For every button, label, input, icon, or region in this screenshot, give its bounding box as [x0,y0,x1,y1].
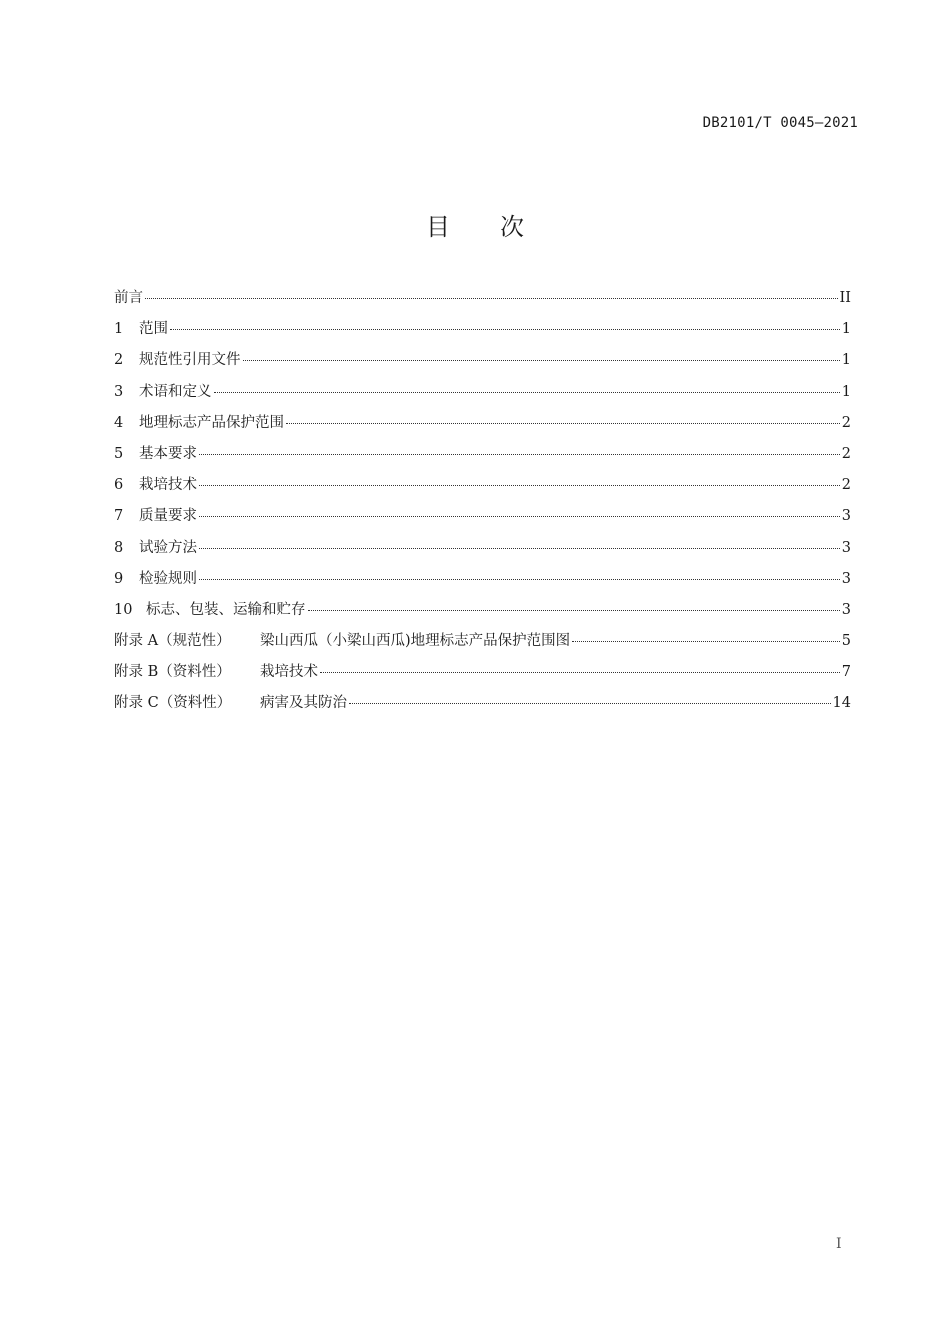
toc-entry-9[interactable] [114,567,851,598]
toc-annex-prefix: 附录 A（规范性） [114,633,231,650]
toc-page-number: 14 [832,695,851,712]
toc-leader-dots [199,454,840,455]
toc-entry-1[interactable] [114,317,851,348]
toc-entry-number: 1 [114,321,124,338]
toc-entry-2[interactable] [114,348,851,379]
toc-page-number: 3 [841,601,851,618]
toc-entry-label: 地理标志产品保护范围 [139,414,284,431]
toc-page-number: 5 [841,633,851,650]
toc-entry-label: 标志、包装、运输和贮存 [146,601,306,618]
toc-entry-annex-c[interactable] [114,691,851,722]
toc-page-number: 1 [841,321,851,338]
toc-entry-label: 栽培技术 [139,477,197,494]
title-char-1: 目 [426,213,450,241]
toc-entry-label: 基本要求 [139,445,197,462]
table-of-contents [114,286,851,723]
toc-annex-prefix: 附录 B（资料性） [114,664,231,681]
toc-page-number: 3 [841,570,851,587]
toc-entry-label: 前言 [114,290,143,306]
toc-page-number: 1 [841,352,851,369]
toc-entry-number: 6 [114,477,124,494]
title-char-2: 次 [500,213,524,241]
toc-entry-label: 术语和定义 [139,383,212,400]
toc-page-number: 2 [841,477,851,494]
toc-leader-dots [199,485,840,486]
toc-entry-preface[interactable] [114,286,851,317]
page-title [0,207,950,242]
toc-entry-label: 规范性引用文件 [139,352,241,369]
toc-entry-5[interactable] [114,442,851,473]
toc-page-number: 2 [841,445,851,462]
toc-entry-label: 病害及其防治 [260,695,347,712]
toc-entry-number: 3 [114,383,124,400]
toc-entry-6[interactable] [114,473,851,504]
toc-leader-dots [199,579,840,580]
toc-leader-dots [572,641,840,642]
toc-entry-7[interactable] [114,504,851,535]
toc-leader-dots [286,423,840,424]
toc-entry-number: 5 [114,445,124,462]
toc-entry-label: 梁山西瓜（小梁山西瓜)地理标志产品保护范围图 [260,633,571,650]
toc-leader-dots [243,360,840,361]
toc-page-number: 1 [841,383,851,400]
toc-entry-number: 10 [114,601,133,618]
toc-page-number: 2 [841,414,851,431]
toc-leader-dots [199,516,840,517]
toc-entry-number: 2 [114,352,124,369]
toc-page-number: 3 [841,508,851,525]
toc-leader-dots [308,610,840,611]
standard-code: DB2101/T 0045—2021 [702,115,858,131]
toc-entry-3[interactable] [114,380,851,411]
toc-entry-label: 试验方法 [139,539,197,556]
toc-entry-label: 栽培技术 [260,664,318,681]
toc-entry-10[interactable] [114,598,851,629]
toc-leader-dots [214,392,840,393]
toc-leader-dots [145,298,838,299]
toc-page-number: II [839,290,851,306]
toc-entry-number: 4 [114,414,124,431]
toc-entry-number: 7 [114,508,124,525]
toc-entry-8[interactable] [114,536,851,567]
toc-annex-prefix: 附录 C（资料性） [114,695,232,712]
toc-entry-label: 检验规则 [139,570,197,587]
toc-entry-number: 9 [114,570,124,587]
toc-leader-dots [170,329,840,330]
toc-entry-4[interactable] [114,411,851,442]
toc-page-number: 3 [841,539,851,556]
toc-leader-dots [199,548,840,549]
toc-entry-label: 范围 [139,321,168,338]
page-number: I [836,1236,842,1252]
toc-entry-annex-b[interactable] [114,660,851,691]
toc-leader-dots [320,672,840,673]
toc-entry-number: 8 [114,539,124,556]
toc-entry-label: 质量要求 [139,508,197,525]
toc-leader-dots [349,703,831,704]
toc-page-number: 7 [841,664,851,681]
toc-entry-annex-a[interactable] [114,629,851,660]
